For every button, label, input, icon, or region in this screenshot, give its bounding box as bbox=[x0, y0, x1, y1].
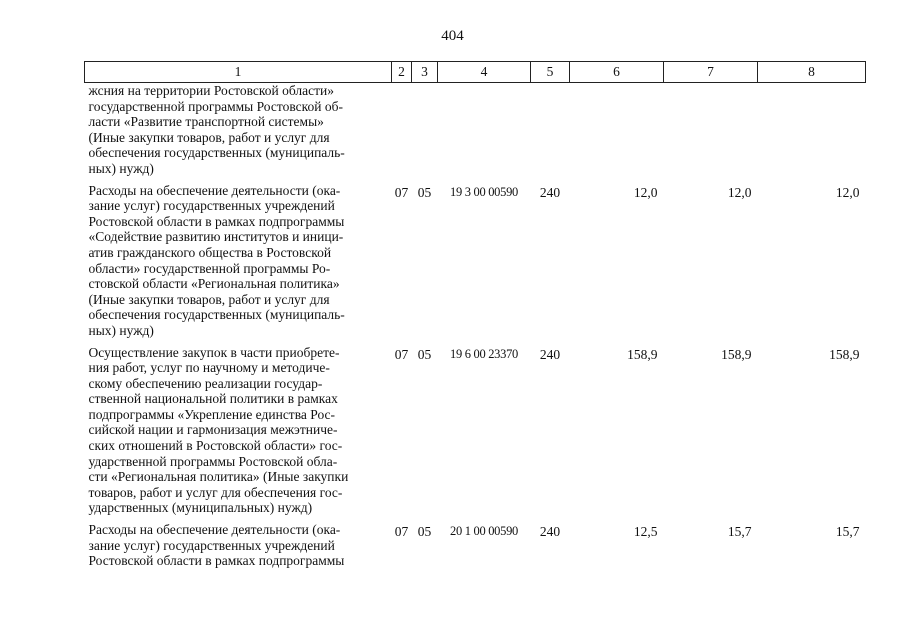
cell-col4: 19 6 00 23370 bbox=[450, 346, 518, 361]
row-description: Расходы на обеспечение деятельности (ока- зание услуг) государственных учреждений Ростовской области в рамках подпрограммы bbox=[88, 522, 345, 569]
cell-col8 bbox=[758, 83, 866, 183]
cell-col4: 20 1 00 00590 bbox=[450, 524, 518, 539]
cell-col6: 12,0 bbox=[633, 184, 658, 200]
header-row bbox=[85, 62, 866, 83]
cell-col4: 19 3 00 00590 bbox=[450, 184, 518, 199]
cell-col3: 05 bbox=[417, 346, 432, 362]
column-header: 8 bbox=[758, 62, 866, 83]
row-description: Осуществление закупок в части приобрете- ния работ, услуг по научному и методиче- скому обеспечению реализации государ- ственной национальной политики в рамках подпрограммы «Укрепление единства Рос- сийской нации и гармонизация межэтниче- ских отношений в Ростовской области» гос- ударственной программы Ростовской обла- сти «Региональная политика» (Иные закупки товаров, работ и услуг для обеспечения гос- ударственных (муниципальных) нужд) bbox=[88, 344, 349, 516]
table-row bbox=[85, 183, 866, 345]
cell-col4 bbox=[438, 83, 531, 183]
cell-col6 bbox=[570, 83, 664, 183]
column-header: 3 bbox=[412, 62, 438, 83]
cell-col8: 15,7 bbox=[835, 524, 860, 540]
column-header: 6 bbox=[570, 62, 664, 83]
column-header: 7 bbox=[664, 62, 758, 83]
table-row bbox=[85, 522, 866, 575]
cell-col5: 240 bbox=[539, 184, 561, 200]
column-header: 4 bbox=[438, 62, 531, 83]
page-number: 404 bbox=[441, 28, 464, 44]
table-row bbox=[85, 345, 866, 523]
cell-col7: 12,0 bbox=[727, 184, 752, 200]
cell-col3: 05 bbox=[417, 184, 432, 200]
column-header: 1 bbox=[85, 62, 392, 83]
column-header: 2 bbox=[392, 62, 412, 83]
cell-col7 bbox=[664, 83, 758, 183]
row-description: жсния на территории Ростовской области» государственной программы Ростовской об- ласти «Развитие транспортной системы» (Иные закупки товаров, работ и услуг для обеспечения государственных (муниципаль- ных) нужд) bbox=[88, 83, 345, 176]
cell-col6: 12,5 bbox=[633, 524, 658, 540]
table-row bbox=[85, 83, 866, 183]
cell-col2 bbox=[392, 83, 412, 183]
column-header: 5 bbox=[531, 62, 570, 83]
cell-col2: 07 bbox=[394, 346, 409, 362]
budget-table bbox=[84, 61, 866, 575]
cell-col5 bbox=[531, 83, 570, 183]
cell-col8: 158,9 bbox=[829, 346, 860, 362]
cell-col6: 158,9 bbox=[627, 346, 658, 362]
cell-col8: 12,0 bbox=[835, 184, 860, 200]
cell-col2: 07 bbox=[394, 184, 409, 200]
cell-col7: 15,7 bbox=[727, 524, 752, 540]
cell-col5: 240 bbox=[539, 524, 561, 540]
cell-col2: 07 bbox=[394, 524, 409, 540]
cell-col3 bbox=[412, 83, 438, 183]
row-description: Расходы на обеспечение деятельности (ока- зание услуг) государственных учреждений Ростовской области в рамках подпрограммы «Содействие развитию институтов и иници- атив гражданского общества в Ростовской области» государственной программы Ро- стовской области «Региональная политика» (Иные закупки товаров, работ и услуг для обеспечения государственных (муниципаль- ных) нужд) bbox=[88, 182, 345, 338]
cell-col5: 240 bbox=[539, 346, 561, 362]
cell-col3: 05 bbox=[417, 524, 432, 540]
cell-col7: 158,9 bbox=[721, 346, 752, 362]
